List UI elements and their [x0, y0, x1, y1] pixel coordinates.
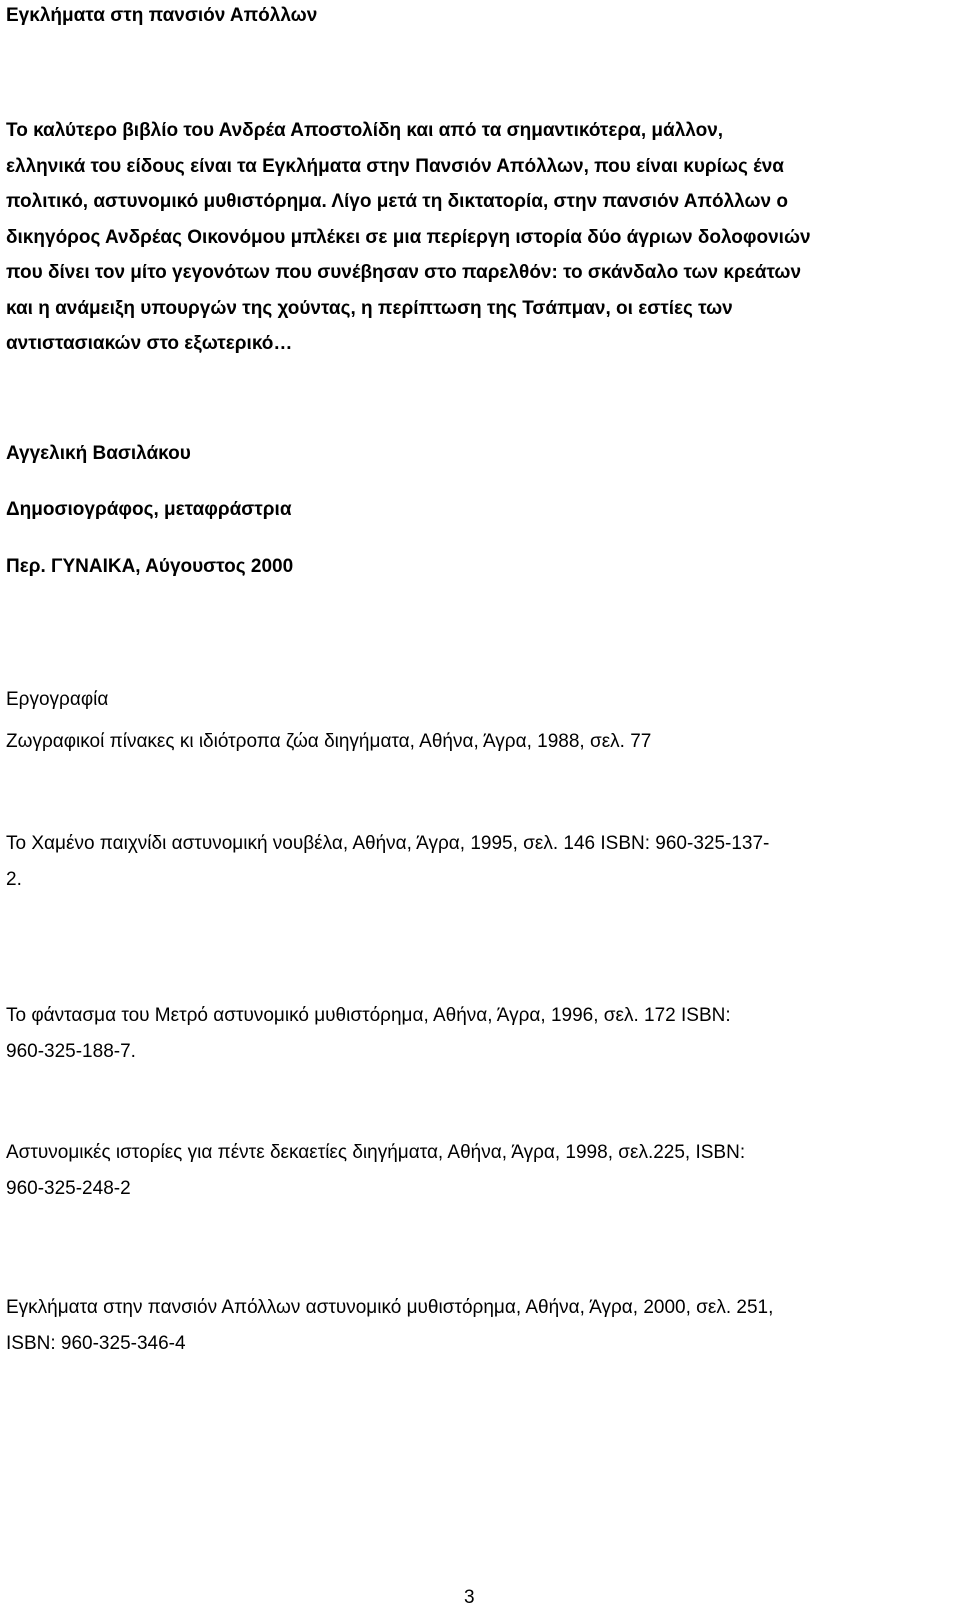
page-number: 3 [464, 1587, 475, 1608]
work-entry-line: 2. [6, 868, 22, 890]
author-role: Δημοσιογράφος, μεταφράστρια [6, 499, 292, 520]
work-entry-line: Το φάντασμα του Μετρό αστυνομικό μυθιστόρημα, Αθήνα, Άγρα, 1996, σελ. 172 ISBN: [6, 1005, 731, 1026]
work-entry-line: Εγκλήματα στην πανσιόν Απόλλων αστυνομικό μυθιστόρημα, Αθήνα, Άγρα, 2000, σελ. 251, [6, 1297, 774, 1318]
work-entry [6, 1290, 941, 1361]
work-entry-line: Ζωγραφικοί πίνακες κι ιδιότροπα ζώα διηγήματα, Αθήνα, Άγρα, 1988, σελ. 77 [6, 731, 652, 752]
author-name: Αγγελική Βασιλάκου [6, 443, 191, 464]
document-title: Εγκλήματα στη πανσιόν Απόλλων [6, 5, 318, 26]
work-entry [6, 724, 941, 760]
review-line: που δίνει τον μίτο γεγονότων που συνέβησαν στο παρελθόν: το σκάνδαλο των κρεάτων [6, 262, 802, 283]
review-line: Το καλύτερο βιβλίο του Ανδρέα Αποστολίδη και από τα σημαντικότερα, μάλλον, [6, 120, 724, 141]
review-line: δικηγόρος Ανδρέας Οικονόμου μπλέκει σε μια περίεργη ιστορία δύο άγριων δολοφονιών [6, 226, 811, 248]
work-entry-line: Αστυνομικές ιστορίες για πέντε δεκαετίες διηγήματα, Αθήνα, Άγρα, 1998, σελ.225, ISBN: [6, 1142, 746, 1163]
work-entry-line: Το Χαμένο παιχνίδι αστυνομική νουβέλα, Αθήνα, Άγρα, 1995, σελ. 146 ISBN: 960-325-137- [6, 833, 770, 854]
work-entry [6, 826, 941, 897]
work-entry-line: 960-325-188-7. [6, 1040, 136, 1062]
review-paragraph [6, 113, 941, 362]
work-entry-line: ISBN: 960-325-346-4 [6, 1332, 186, 1354]
work-entry [6, 1135, 941, 1206]
work-entry [6, 998, 941, 1069]
work-entry-line: 960-325-248-2 [6, 1177, 131, 1199]
review-source: Περ. ΓΥΝΑΙΚΑ, Αύγουστος 2000 [6, 556, 294, 577]
review-line: και η ανάμειξη υπουργών της χούντας, η περίπτωση της Τσάπμαν, οι εστίες των [6, 297, 733, 319]
review-line: αντιστασιακών στο εξωτερικό… [6, 333, 293, 354]
review-line: ελληνικά του είδους είναι τα Εγκλήματα στην Πανσιόν Απόλλων, που είναι κυρίως ένα [6, 155, 784, 177]
review-line: πολιτικό, αστυνομικό μυθιστόρημα. Λίγο μετά τη δικτατορία, στην πανσιόν Απόλλων ο [6, 191, 788, 212]
works-heading: Εργογραφία [6, 689, 109, 710]
